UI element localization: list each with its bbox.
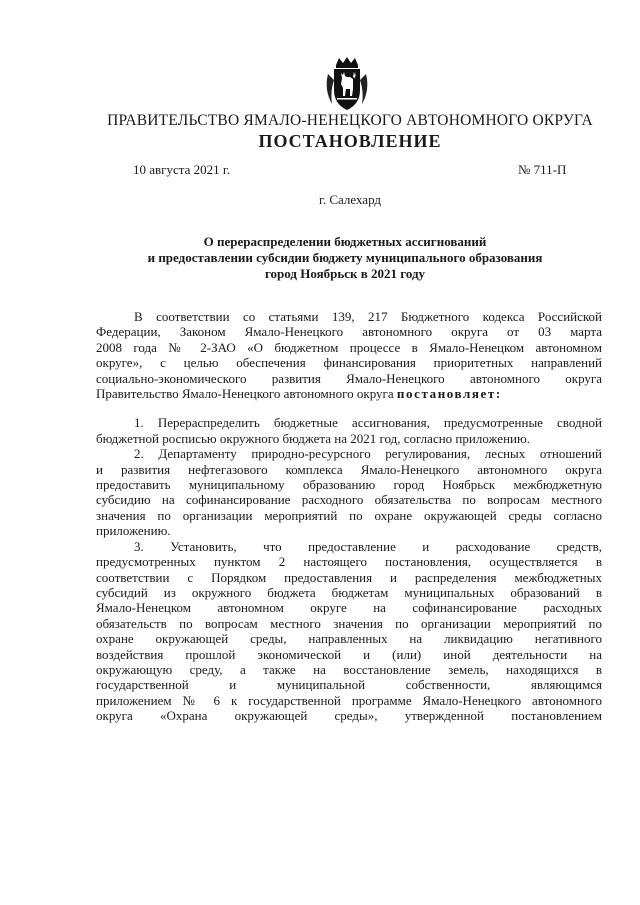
document-city: г. Салехард: [318, 192, 382, 207]
item-2-paragraph: [96, 446, 602, 538]
document-type: ПОСТАНОВЛЕНИЕ: [258, 131, 442, 151]
text-line: охране окружающей среды, направленных на ликвидацию негативного: [96, 631, 602, 647]
text-line: воздействия прошлой экономической и (или) иной деятельности на: [96, 646, 602, 662]
decree-word: постановляет:: [396, 386, 502, 402]
text-line: соответствии с Порядком предоставления и распределения межбюджетных: [96, 569, 602, 585]
text-line: обязательств по вопросам местного значения по организации мероприятий по: [96, 615, 602, 631]
document-body: [96, 309, 602, 724]
text-line: и развития нефтегазового комплекса Ямало-Ненецкого автономного округа: [96, 461, 602, 477]
text-line: социально-экономического развития Ямало-Ненецкого автономного округа: [96, 370, 602, 386]
text-line: значения по организации мероприятий по охране окружающей среды согласно: [96, 507, 602, 523]
text-line: приложению.: [96, 523, 171, 539]
text-line: приложением № 6 к государственной программе Ямало-Ненецкого автономного: [96, 692, 602, 708]
text-line: 3. Установить, что предоставление и расходование средств,: [134, 538, 602, 554]
document-title: [80, 234, 610, 282]
text-line: [96, 386, 602, 401]
text-line: Ямало-Ненецком автономном округе на софинансирование расходных: [96, 600, 602, 616]
text-line: предусмотренных пунктом 2 настоящего постановления, осуществляется в: [96, 554, 602, 570]
text-line: государственной и муниципальной собственности, являющимся: [96, 677, 602, 693]
preamble-paragraph: [96, 309, 602, 401]
item-3-paragraph: [96, 539, 602, 724]
text-line: 1. Перераспределить бюджетные ассигнования, предусмотренные сводной: [134, 415, 602, 431]
item-1-paragraph: [96, 415, 602, 446]
text-line: округа «Охрана окружающей среды», утвержденной постановлением: [96, 708, 602, 724]
title-line: и предоставлении субсидии бюджету муниципального образования: [147, 250, 543, 265]
text-line: 2. Департаменту природно-ресурсного регулирования, лесных отношений: [134, 446, 602, 462]
title-line: О перераспределении бюджетных ассигнований: [203, 234, 487, 249]
text-line: предоставить муниципальному образованию город Ноябрьск межбюджетную: [96, 477, 602, 493]
text-line: Федерации, Законом Ямало-Ненецкого автономного округа от 03 марта: [96, 324, 602, 340]
document-date: 10 августа 2021 г.: [133, 162, 230, 177]
coat-of-arms-icon: [322, 56, 372, 112]
text-line: субсидию на софинансирование расходного обязательства по вопросам местного: [96, 492, 602, 508]
text-line: субсидий из окружного бюджета бюджетам муниципальных образований в: [96, 584, 602, 600]
text-line: округе», с целью обеспечения финансирования приоритетных направлений: [96, 355, 602, 371]
text-line: окружающую среду, а также на восстановление земель, находящихся в: [96, 661, 602, 677]
preamble-subject: Правительство Ямало-Ненецкого автономного округа: [96, 386, 394, 402]
text-line: В соответствии со статьями 139, 217 Бюджетного кодекса Российской: [134, 309, 602, 324]
document-number: № 711-П: [518, 162, 567, 177]
title-line: город Ноябрьск в 2021 году: [264, 266, 426, 281]
text-line: 2008 года № 2-ЗАО «О бюджетном процессе в Ямало-Ненецком автономном: [96, 339, 602, 355]
text-line: бюджетной росписью окружного бюджета на 2021 год, согласно приложению.: [96, 430, 530, 446]
government-name: ПРАВИТЕЛЬСТВО ЯМАЛО-НЕНЕЦКОГО АВТОНОМНОГО ОКРУГА: [107, 112, 593, 129]
paragraph-gap: [96, 401, 602, 415]
